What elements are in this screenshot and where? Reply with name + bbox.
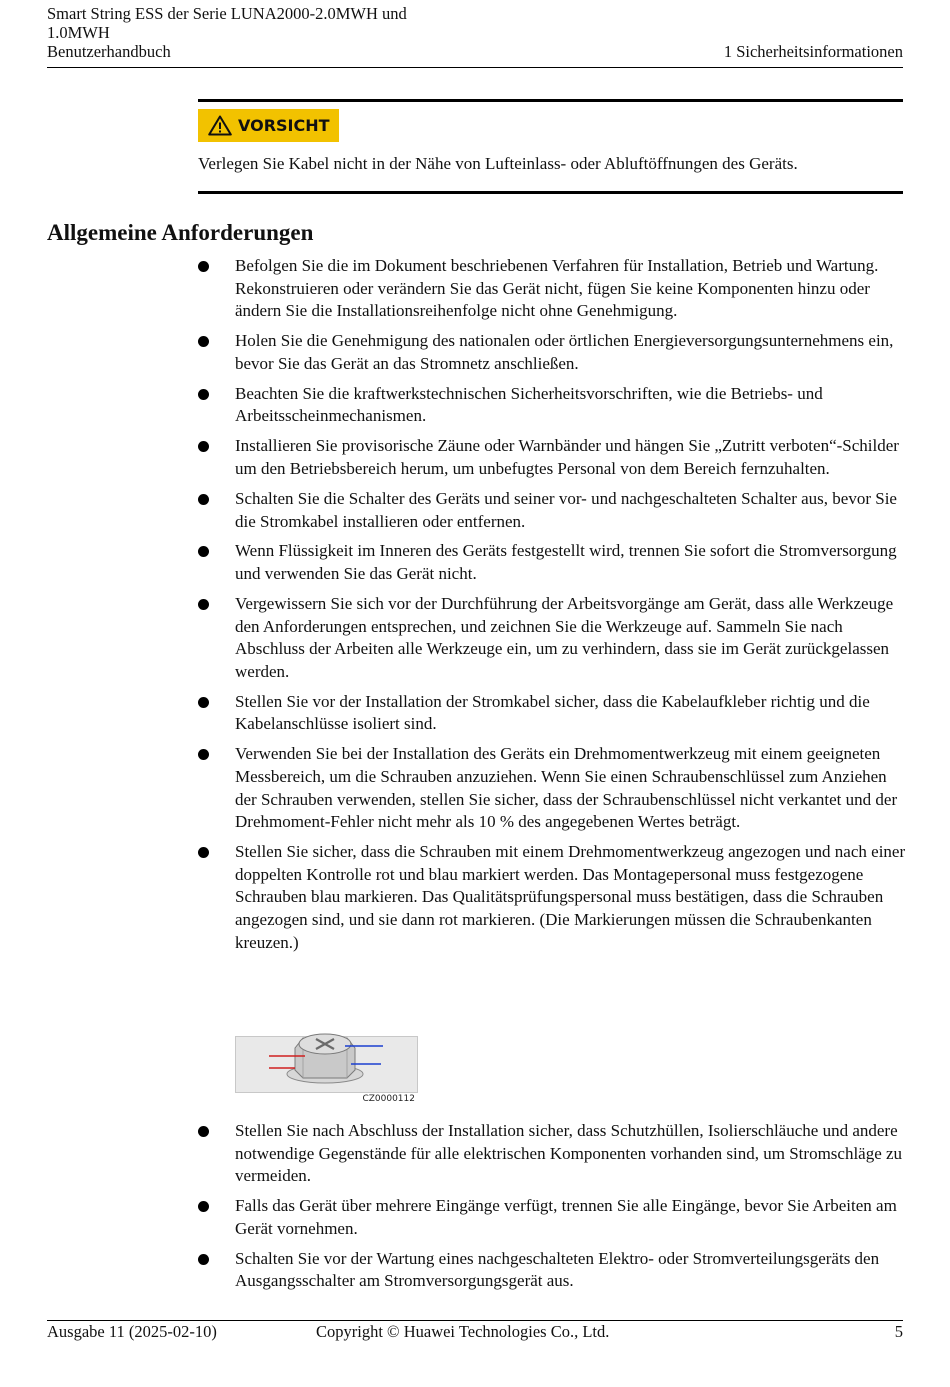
list-item — [198, 330, 908, 375]
document-title: Smart String ESS der Serie LUNA2000-2.0MWH und 1.0MWH — [47, 4, 407, 42]
list-item-text: Vergewissern Sie sich vor der Durchführung der Arbeitsvorgänge am Gerät, dass alle Werkzeuge den Anforderungen entsprechen, und zeichnen Sie die Werkzeuge auf. Sammeln Sie nach Abschluss der Arbeiten alle Werkzeuge ein, um zu verhindern, dass sie im Gerät zurückgelassen werden. — [235, 594, 894, 681]
list-item — [198, 1248, 908, 1293]
document-subtitle: Benutzerhandbuch — [47, 42, 171, 61]
list-item-text: Installieren Sie provisorische Zäune oder Warnbänder und hängen Sie „Zutritt verboten“-Schilder um den Betriebsbereich herum, um unbefugtes Personal von dem Bereich fernzuhalten. — [235, 436, 899, 478]
list-item-text: Befolgen Sie die im Dokument beschriebenen Verfahren für Installation, Betrieb und Wartung. Rekonstruieren oder verändern Sie das Gerät nicht, fügen Sie keine Komponenten hinzu oder ändern Sie die Installationsreihenfolge nicht ohne Genehmigung. — [235, 256, 879, 321]
bullet-icon — [198, 1201, 209, 1212]
page-number: 5 — [894, 1322, 903, 1341]
list-item — [198, 691, 908, 736]
list-item — [198, 1195, 908, 1240]
caution-top-rule — [198, 99, 903, 102]
list-item — [198, 1120, 908, 1188]
caution-label: VORSICHT — [238, 116, 330, 135]
caution-text: Verlegen Sie Kabel nicht in der Nähe von Lufteinlass- oder Abluftöffnungen des Geräts. — [198, 154, 798, 173]
figure-caption: CZ0000112 — [362, 1094, 415, 1104]
list-item — [198, 488, 908, 533]
screw-marking-figure — [235, 1024, 417, 1108]
list-item-text: Stellen Sie sicher, dass die Schrauben mit einem Drehmomentwerkzeug angezogen und nach einer doppelten Kontrolle rot und blau markiert werden. Das Montagepersonal muss festgezogene Schrauben blau markieren. Das Qualitätsprüfungspersonal muss bestätigen, dass die Schrauben angezogen sind, und sie dann rot markieren. (Die Markierungen müssen die Schraubenkanten kreuzen.) — [235, 842, 906, 952]
warning-triangle-icon — [208, 115, 232, 136]
bullet-icon — [198, 389, 209, 400]
list-item — [198, 593, 908, 683]
bullet-icon — [198, 847, 209, 858]
bullet-icon — [198, 546, 209, 557]
page-header — [47, 4, 903, 61]
list-item-text: Stellen Sie vor der Installation der Stromkabel sicher, dass die Kabelaufkleber richtig und die Kabelanschlüsse isoliert sind. — [235, 691, 870, 734]
list-item-text: Wenn Flüssigkeit im Inneren des Geräts festgestellt wird, trennen Sie sofort die Stromversorgung und verwenden Sie das Gerät nicht. — [235, 541, 897, 584]
requirements-list-continued — [198, 1120, 908, 1300]
chapter-title: 1 Sicherheitsinformationen — [723, 42, 903, 61]
bullet-icon — [198, 1254, 209, 1265]
bullet-icon — [198, 697, 209, 708]
bullet-icon — [198, 749, 209, 760]
copyright-text: Copyright © Huawei Technologies Co., Ltd. — [316, 1322, 610, 1341]
bullet-icon — [198, 599, 209, 610]
bullet-icon — [198, 1126, 209, 1137]
list-item — [198, 255, 908, 323]
footer-divider — [47, 1320, 903, 1321]
list-item-text: Beachten Sie die kraftwerkstechnischen Sicherheitsvorschriften, wie die Betriebs- und Arbeitsscheinmechanismen. — [235, 383, 823, 426]
screw-marking-illustration — [235, 1024, 417, 1094]
caution-bottom-rule — [198, 191, 903, 194]
bullet-icon — [198, 261, 209, 272]
list-item — [198, 743, 908, 833]
list-item-text: Falls das Gerät über mehrere Eingänge verfügt, trennen Sie alle Eingänge, bevor Sie Arbeiten am Gerät vornehmen. — [235, 1196, 897, 1238]
list-item-text: Schalten Sie vor der Wartung eines nachgeschalteten Elektro- oder Stromverteilungsgeräts den Ausgangsschalter am Stromversorgungsgerät aus. — [235, 1248, 880, 1291]
list-item-text: Holen Sie die Genehmigung des nationalen oder örtlichen Energieversorgungsunternehmens ein, bevor Sie das Gerät an das Stromnetz anschließen. — [235, 331, 894, 373]
list-item — [198, 383, 908, 428]
bullet-icon — [198, 441, 209, 452]
list-item-text: Stellen Sie nach Abschluss der Installation sicher, dass Schutzhüllen, Isolierschläuche und andere notwendige Gegenstände für alle elektrischen Komponenten vorhanden sind, um Stromschläge zu vermeiden. — [235, 1121, 903, 1186]
requirements-list — [198, 255, 908, 962]
section-title: Allgemeine Anforderungen — [47, 220, 314, 245]
caution-badge — [198, 109, 339, 142]
list-item-text: Verwenden Sie bei der Installation des Geräts ein Drehmomentwerkzeug mit einem geeigneten Messbereich, um die Schrauben anzuziehen. Wenn Sie einen Schraubenschlüssel zum Anziehen der Schrauben verwenden, stellen Sie sicher, dass der Schraubenschlüssel nicht verkantet und der Drehmoment-Fehler nicht mehr als 10 % des angegebenen Wertes beträgt. — [235, 744, 898, 832]
caution-notice — [198, 99, 903, 194]
edition-info: Ausgabe 11 (2025-02-10) — [47, 1322, 217, 1341]
list-item — [198, 841, 908, 954]
bullet-icon — [198, 494, 209, 505]
bullet-icon — [198, 336, 209, 347]
list-item — [198, 435, 908, 480]
header-divider — [47, 67, 903, 68]
list-item — [198, 540, 908, 585]
list-item-text: Schalten Sie die Schalter des Geräts und seiner vor- und nachgeschalteten Schalter aus, bevor Sie die Stromkabel installieren oder entfernen. — [235, 488, 897, 531]
